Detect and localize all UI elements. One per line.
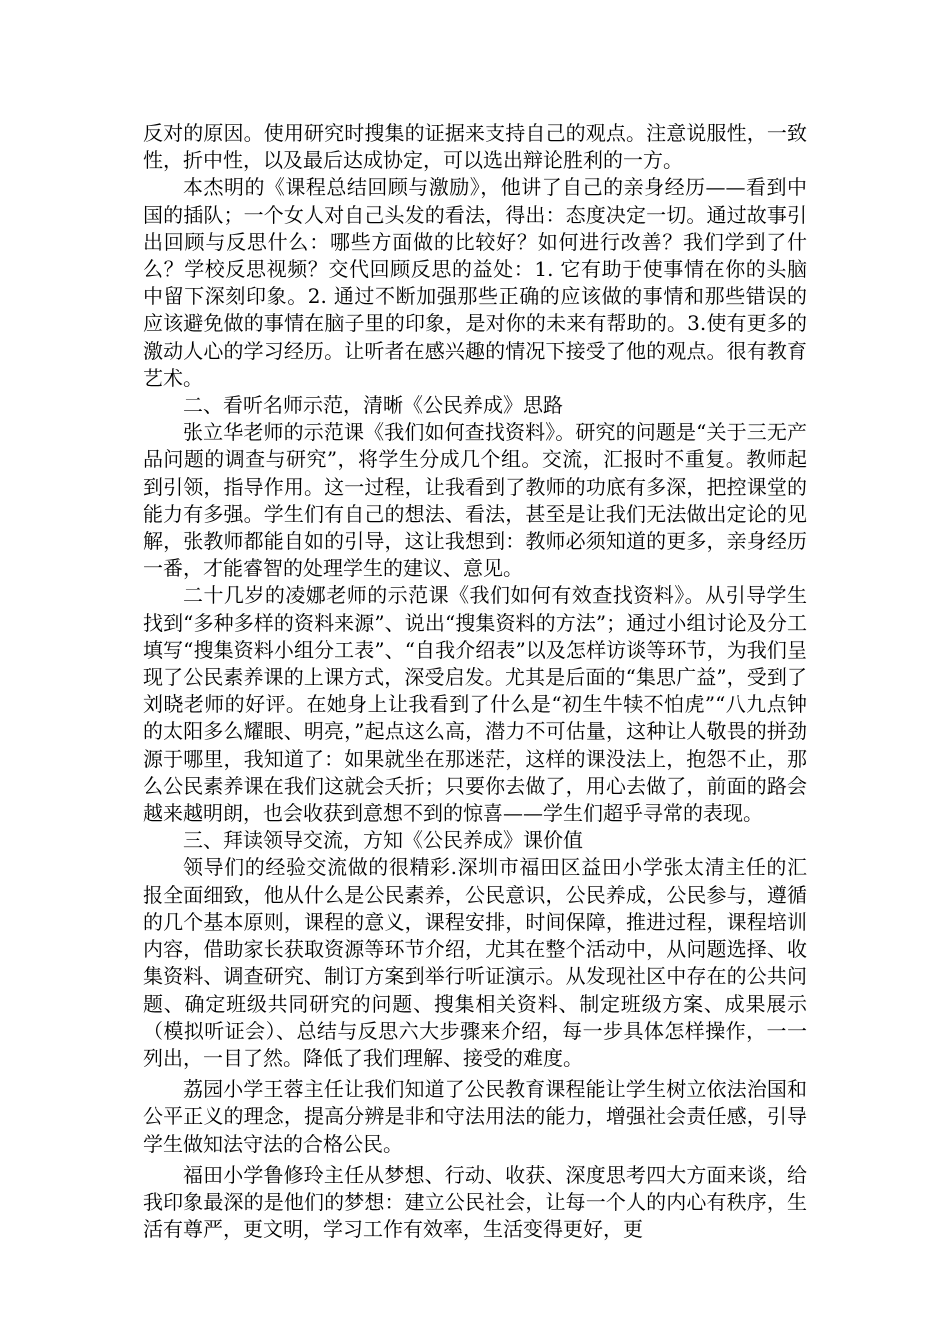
paragraph-continued: 反对的原因。使用研究时搜集的证据来支持自己的观点。注意说服性，一致性，折中性，以及最后达成协定，可以选出辩论胜利的一方。: [143, 121, 807, 173]
section-heading-3: 三、拜读领导交流，方知《公民养成》课价值: [183, 828, 583, 853]
paragraph-futian: 福田小学鲁修玲主任从梦想、行动、收获、深度思考四大方面来谈，给我印象最深的是他们的梦想：建立公民社会，让每一个人的内心有秩序，生活有尊严，更文明，学习工作有效率，生活变得更好，更: [143, 1162, 807, 1242]
paragraph-leaders-exchange: 领导们的经验交流做的很精彩.深圳市福田区益田小学张太清主任的汇报全面细致，他从什么是公民素养，公民意识，公民养成，公民参与，遵循的几个基本原则，课程的意义，课程安排，时间保障，推进过程，课程培训内容，借助家长获取资源等环节介绍，尤其在整个活动中，从问题选择、收集资料、调查研究、制订方案到举行听证演示。从发现社区中存在的公共问题、确定班级共同研究的问题、搜集相关资料、制定班级方案、成果展示（模拟听证会）、总结与反思六大步骤来介绍，每一步具体怎样操作，一一列出，一目了然。降低了我们理解、接受的难度。: [143, 855, 807, 1070]
paragraph-ling-na: 二十几岁的凌娜老师的示范课《我们如何有效查找资料》。从引导学生找到“多种多样的资料来源”、说出“搜集资料的方法”；通过小组讨论及分工填写“搜集资料小组分工表”、“自我介绍表”以及怎样访谈等环节，为我们呈现了公民素养课的上课方式，深受启发。尤其是后面的“集思广益”，受到了刘晓老师的好评。在她身上让我看到了什么是“初生牛犊不怕虎”“八九点钟的太阳多么耀眼、明亮，”起点这么高，潜力不可估量，这种让人敬畏的拼劲源于哪里，我知道了：如果就坐在那迷茫，这样的课没法上，抱怨不止，那么公民素养课在我们这就会夭折；只要你去做了，用心去做了，前面的路会越来越明朗，也会收获到意想不到的惊喜——学生们超乎寻常的表现。: [143, 583, 807, 826]
section-heading-2: 二、看听名师示范，清晰《公民养成》思路: [183, 393, 563, 418]
paragraph-liyuan: 荔园小学王蓉主任让我们知道了公民教育课程能让学生树立依法治国和公平正义的理念，提高分辨是非和守法用法的能力，增强社会责任感，引导学生做知法守法的合格公民。: [143, 1077, 807, 1156]
paragraph-zhang-lihua: 张立华老师的示范课《我们如何查找资料》。研究的问题是“关于三无产品问题的调查与研究”，将学生分成几个组。交流，汇报时不重复。教师起到引领，指导作用。这一过程，让我看到了教师的功底有多深，把控课堂的能力有多强。学生们有自己的想法、看法，甚至是让我们无法做出定论的见解，张教师都能自如的引导，这让我想到：教师必须知道的更多，亲身经历一番，才能睿智的处理学生的建议、意见。: [143, 420, 807, 581]
document-page: [143, 120, 807, 1243]
paragraph-benjamin: 本杰明的《课程总结回顾与激励》，他讲了自己的亲身经历——看到中国的插队；一个女人对自己头发的看法，得出：态度决定一切。通过故事引出回顾与反思什么：哪些方面做的比较好？如何进行改善？我们学到了什么？学校反思视频？交代回顾反思的益处：1. 它有助于使事情在你的头脑中留下深刻印象。2. 通过不断加强那些正确的应该做的事情和那些错误的应该避免做的事情在脑子里的印象，是对你的未来有帮助的。3.使有更多的激动人心的学习经历。让听者在感兴趣的情况下接受了他的观点。很有教育艺术。: [143, 175, 807, 390]
